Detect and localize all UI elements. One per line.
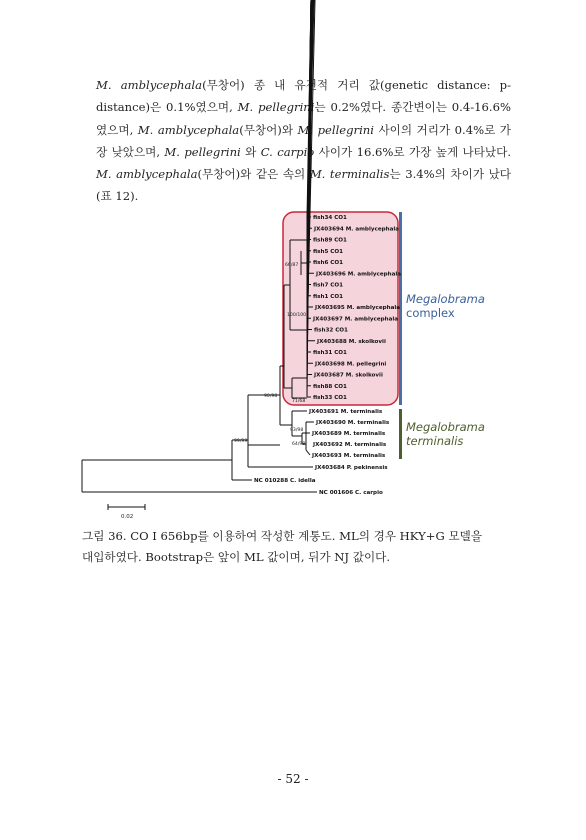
- tip-label: fish6 CO1: [313, 260, 344, 266]
- species-name: M. amblycephala: [96, 78, 203, 92]
- tip-label: JX403698 M. pellegrini: [315, 361, 387, 368]
- tip-label: JX403688 M. skolkovii: [317, 338, 386, 345]
- bootstrap-label: 64/98: [292, 442, 306, 447]
- terminalis-bracket-bar: [399, 409, 402, 459]
- clade-label-terminalis-2: terminalis: [406, 434, 464, 448]
- page-number: - 52 -: [277, 772, 309, 786]
- bootstrap-label: 100/100: [287, 313, 307, 318]
- tip-label: NC 010288 C. idella: [254, 478, 316, 484]
- tip-label: JX403693 M. terminalis: [312, 453, 386, 459]
- tip-label: fish34 CO1: [313, 215, 347, 221]
- bootstrap-label: 90/98: [264, 394, 278, 399]
- tip-label: JX403696 M. amblycephala: [316, 271, 402, 278]
- clade-label-complex-2: complex: [406, 306, 455, 320]
- tip-label: JX403687 M. skolkovii: [314, 372, 383, 379]
- tree-branches: [82, 0, 317, 492]
- bootstrap-label: 71/68: [292, 399, 306, 404]
- tip-label: JX403690 M. terminalis: [316, 420, 390, 426]
- bootstrap-label: 93/98: [290, 428, 304, 433]
- tip-label: fish89 CO1: [313, 237, 347, 244]
- tip-label: fish33 CO1: [313, 395, 347, 401]
- tip-label: JX403689 M. terminalis: [312, 431, 386, 437]
- species-name: M. terminalis: [309, 167, 390, 182]
- tip-label: JX403695 M. amblycephala: [315, 305, 401, 311]
- caption-line: 대입하였다. Bootstrap은 앞이 ML 값이며, 뒤가 NJ 값이다.: [82, 550, 391, 564]
- paragraph-text: 는 0.2%였다. 종간변이는 0.4-16.6%였으며,: [96, 100, 511, 137]
- tip-label: JX403697 M. amblycephala: [313, 316, 399, 323]
- tip-label: JX403691 M. terminalis: [309, 409, 383, 415]
- paragraph-text: (무창어) 종 내 유전적 거리 값(genetic distance: p-distance)은 0.1%였으며,: [96, 78, 511, 115]
- species-name: M. pellegrini: [164, 144, 241, 159]
- tip-label: JX403684 P. pekinensis: [315, 465, 388, 471]
- tip-label: fish1 CO1: [313, 293, 344, 300]
- species-name: M. amblycephala: [96, 167, 198, 182]
- paragraph-text: (무창어)와: [239, 122, 298, 137]
- clade-label-complex-1: Megalobrama: [406, 292, 485, 306]
- bootstrap-label: 99/99: [234, 439, 248, 444]
- paragraph-text: 는 3.4%의 차이가 났다(표 12).: [96, 167, 511, 204]
- caption-line: 그림 36. CO I 656bp를 이용하여 작성한 계통도. ML의 경우 HKY+G 모델을: [82, 529, 483, 543]
- tip-label: NC 001606 C. carpio: [319, 490, 383, 496]
- tip-label: JX403692 M. terminalis: [313, 442, 387, 448]
- tip-label: fish88 CO1: [313, 383, 347, 390]
- species-name: C. carpio: [260, 144, 315, 159]
- tree-branch: [306, 450, 310, 455]
- paragraph-text: (무창어)와 같은 속의: [197, 167, 310, 182]
- figure-caption: [82, 526, 512, 568]
- paragraph-text: 사이의 거리가 0.4%로 가장 낮았으며,: [96, 122, 511, 159]
- tip-label: fish31 CO1: [313, 350, 347, 356]
- species-name: M. pellegrini: [297, 122, 374, 137]
- scale-bar-label: 0.02: [121, 514, 134, 520]
- paragraph-text: 와: [240, 144, 261, 159]
- paragraph-text: 사이가 16.6%로 가장 높게 나타났다.: [314, 144, 511, 159]
- tip-label: fish7 CO1: [313, 282, 344, 289]
- species-name: M. pellegrini: [237, 100, 315, 115]
- clade-label-terminalis-1: Megalobrama: [406, 420, 485, 434]
- tip-label: JX403694 M. amblycephala: [314, 226, 400, 233]
- tip-label: fish5 CO1: [313, 248, 344, 255]
- tip-label: fish32 CO1: [314, 327, 348, 334]
- species-name: M. amblycephala: [137, 122, 240, 137]
- bootstrap-label: 66/87: [285, 263, 299, 268]
